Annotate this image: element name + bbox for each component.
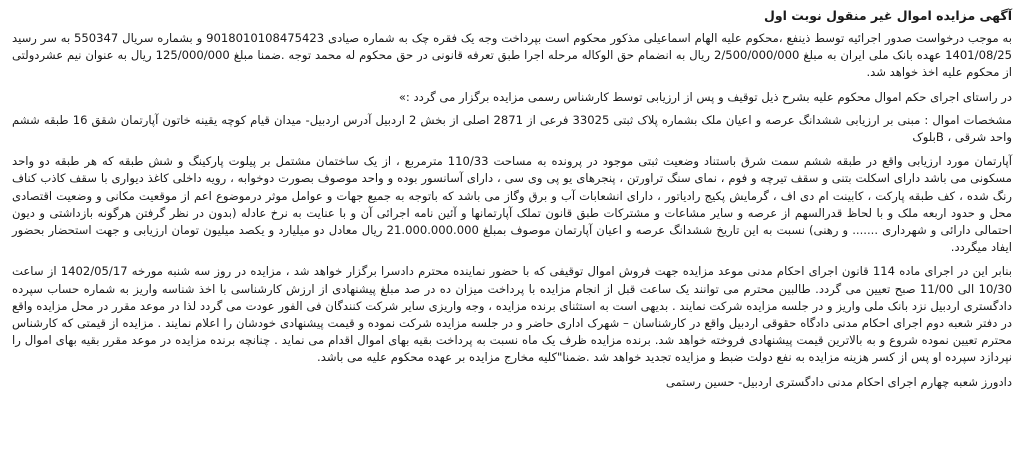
signature-line: دادورز شعبه چهارم اجرای احکام مدنی دادگستری اردبیل- حسین رستمی [665,374,1012,389]
notice-title: آگهی مزایده اموال غیر منقول نوبت اول [764,8,1012,23]
paragraph-appraisal: آپارتمان مورد ارزیابی واقع در طبقه ششم سمت شرق باستناد وضعیت ثبتی موجود در پرونده به مساحت 110/33 مترمربع ، از یک ساختمان مشتمل بر پیلوت پارکینگ و شش طبقه که هر طبقه دو واحد مسکونی می باشد دارای اسکلت بتنی و سقف تیرچه و فوم ، نمای سنگ تراورتن ، پنجرهای یو پی وی سی ، دارای آسانسور بوده و واحد موصوف بصورت دوخوابه ، رویه داخلی کاغذ دیواری با سقف کاذب کناف رنگ شده ، کف طبقه پارکت ، کابینت ام دی اف ، گرمایش پکیج رادیاتور ، دارای انشعابات آب و برق وگاز می باشد که باتوجه به جمیع جهات و عوامل موثر درموضوع اعم از موقعیت مکانی و وضعیت اقتصادی محل و حدود اربعه ملک و با لحاظ قدرالسهم از عرصه و سایر مشاعات و مشترکات طبق قانون تملک آپارتمانها و آئین نامه اجرائی آن و با عنایت به نرخ عادله (بدون در نظر گرفتن هرگونه بازداشتی و دیون احتمالی دارائی و شهرداری ....... و رهنی) نسبت به این تاریخ ششدانگ عرصه و اعیان آپارتمان موصوف بمبلغ 21.000.000.000 ریال معادل دو میلیارد و یکصد میلیون تومان ارزیابی و جهت استحضار بحضور ایفاد میگردد. [12,154,1012,255]
paragraph-claim: به موجب درخواست صدور اجرائیه توسط ذینفع ،محکوم علیه الهام اسماعیلی مذکور محکوم است بپرداخت وجه یک فقره چک به شماره صیادی 9018010108475423 و بشماره سریال 550347 به سر رسید 1401/08/25 عهده بانک ملی ایران به مبلغ 2/500/000/000 ریال به انضمام حق الوکاله مرحله اجرا طبق تعرفه قانونی در حق محکوم له محمد توجه .ضمنا مبلغ 125/000/000 ریال به عنوان نیم عشردولتی از محکوم علیه اخذ خواهد شد. [12,31,1012,80]
paragraph-property-specs: مشخصات اموال : مبنی بر ارزیابی ششدانگ عرصه و اعیان ملک بشماره پلاک ثبتی 33025 فرعی از 2871 اصلی از بخش 2 اردبیل آدرس اردبیل- میدان قیام کوچه یقینه خاتون آپارتمان شقق 16 طبقه ششم واحد شرقی ، Bبلوک [12,112,1013,145]
paragraph-execution: در راستای اجرای حکم اموال محکوم علیه بشرح ذیل توقیف و پس از ارزیابی توسط کارشناس رسمی مزایده برگزار می گردد :» [398,89,1012,104]
paragraph-auction-terms: بنابر این در اجرای ماده 114 قانون اجرای احکام مدنی موعد مزایده جهت فروش اموال توقیفی که با حضور نماینده محترم دادسرا برگزار خواهد شد ، مزایده در روز سه شنبه مورخه 1402/05/17 از ساعت 10/30 الی 11/00 صبح تعیین می گردد. طالبین محترم می توانند یک ساعت قبل از انجام مزایده با پرداخت میزان ده در صد مبلغ پیشنهادی از ارزش کارشناسی با اخذ شناسه واریز به شماره حساب سپرده دادگستری اردبیل نزد بانک ملی واریز و در جلسه مزایده شرکت نمایند . بدیهی است به استثنای برنده مزایده ، وجه واریزی سایر شرکت کنندگان فی الفور عودت می گردد لذا در موعد مقرر در محل مزایده واقع در دفتر شعبه دوم اجرای احکام مدنی دادگاه حقوقی اردبیل واقع در کارشناسان – شهرک اداری حاضر و در جلسه مزایده شرکت نموده و قیمت پیشنهادی خودشان را اعلام نمایند . مزایده از قیمتی که کارشناس محترم تعیین نموده شروع و به بالاترین قیمت پیشنهادی فروخته خواهد شد. برنده مزایده ظرف یک ماه نسبت به پرداخت بقیه بهای اموال اقدام می نماید . چنانچه برنده مزایده در موعد مقرر بقیه بهای اموال را نپردازد سپرده او پس از کسر هزینه مزایده به نفع دولت ضبط و مزایده تجدید خواهد شد .ضمنا"کلیه مخارج مزایده بر عهده محکوم علیه می باشد. [12,264,1012,365]
